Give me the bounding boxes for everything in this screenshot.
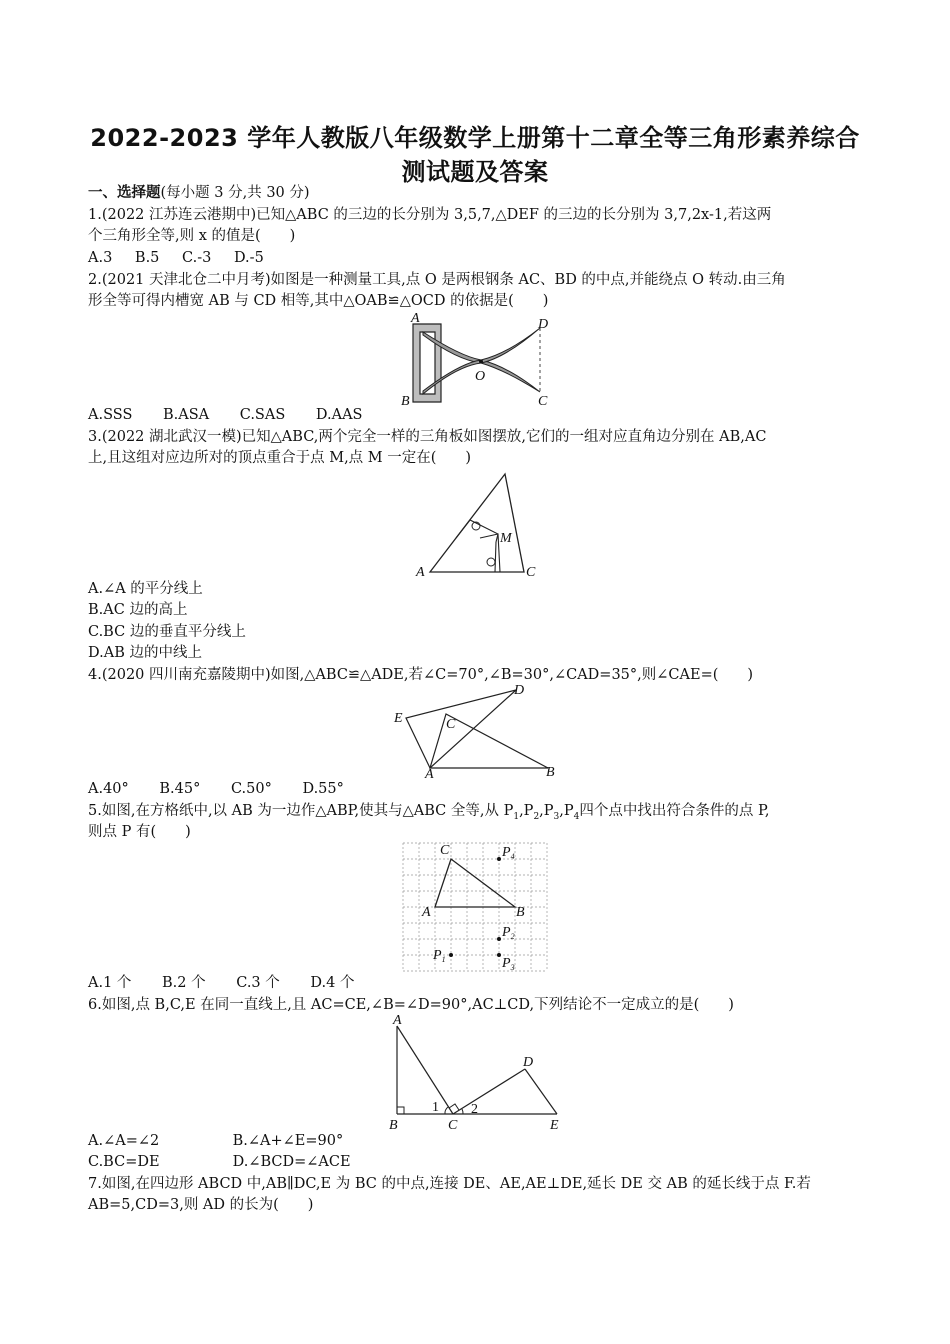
question-1-text-line-1: 1.(2022 江苏连云港期中)已知△ABC 的三边的长分别为 3,5,7,△DEF 的三边的长分别为 3,7,2x-1,若这两 xyxy=(88,207,772,223)
triangle-abc xyxy=(435,859,515,907)
question-1-option-c: C.-3 xyxy=(182,250,212,266)
sub-1: 1 xyxy=(513,811,520,822)
question-4-option-b: B.45° xyxy=(159,781,201,797)
angle-1-arc xyxy=(445,1107,448,1114)
label-angle-2: 2 xyxy=(471,1102,478,1117)
section-heading xyxy=(88,183,868,203)
label-c: C xyxy=(440,843,450,858)
triangle-ruler-on-ac xyxy=(495,542,496,572)
question-5-option-d: D.4 个 xyxy=(310,975,355,991)
label-b: B xyxy=(401,394,410,409)
sub-4: 4 xyxy=(573,811,580,822)
question-5-text-post: 四个点中找出符合条件的点 P, xyxy=(579,803,770,819)
question-2-options xyxy=(88,405,868,425)
section-heading-note: (每小题 3 分,共 30 分) xyxy=(160,185,310,201)
label-a: A xyxy=(425,767,434,782)
question-4-options xyxy=(88,779,868,799)
right-angle-mark-b xyxy=(397,1107,404,1114)
question-5-options xyxy=(88,973,868,993)
question-3-option-a: A.∠A 的平分线上 xyxy=(88,581,203,597)
question-3-option-d: D.AB 边的中线上 xyxy=(88,645,202,661)
label-b: B xyxy=(389,1118,398,1133)
label-p4: $P_4$ xyxy=(502,845,515,861)
question-5-text-line-2: 则点 P 有( ) xyxy=(88,824,191,840)
question-2-text-line-2: 形全等可得内槽宽 AB 与 CD 相等,其中△OAB≌△OCD 的依据是( ) xyxy=(88,293,549,309)
label-c: C xyxy=(538,394,548,409)
question-7-text-line-1: 7.如图,在四边形 ABCD 中,AB∥DC,E 为 BC 的中点,连接 DE、AE,AE⊥DE,延长 DE 交 AB 的延长线于点 F.若 xyxy=(88,1176,811,1192)
label-e: E xyxy=(550,1118,559,1133)
question-4-figure xyxy=(390,684,570,780)
question-6-options-row-1 xyxy=(88,1131,868,1151)
point-p1 xyxy=(449,953,453,957)
question-2-option-c: C.SAS xyxy=(239,407,286,423)
point-p2 xyxy=(497,937,501,941)
question-2-text-line-1: 2.(2021 天津北仓二中月考)如图是一种测量工具,点 O 是两根钢条 AC、BD 的中点,并能绕点 O 转动.由三角 xyxy=(88,272,786,288)
label-angle-1: 1 xyxy=(432,1100,439,1115)
question-5-option-a: A.1 个 xyxy=(88,975,132,991)
question-6-figure xyxy=(385,1012,575,1132)
question-6-option-d: D.∠BCD=∠ACE xyxy=(232,1154,351,1170)
point-p4 xyxy=(497,857,501,861)
label-a: A xyxy=(416,565,425,580)
question-4-text-line-1: 4.(2020 四川南充嘉陵期中)如图,△ABC≌△ADE,若∠C=70°,∠B=30°,∠CAD=35°,则∠CAE=( ) xyxy=(88,667,754,683)
label-p1: $P_1$ xyxy=(433,948,446,964)
question-4-option-d: D.55° xyxy=(302,781,344,797)
question-3-option-c: C.BC 边的垂直平分线上 xyxy=(88,624,246,640)
question-4-option-c: C.50° xyxy=(230,781,272,797)
label-d: D xyxy=(523,1055,534,1070)
label-b: B xyxy=(546,765,555,780)
label-o: O xyxy=(475,369,486,384)
label-a: A xyxy=(422,905,431,920)
question-5-option-c: C.3 个 xyxy=(236,975,280,991)
question-2-option-a: A.SSS xyxy=(88,407,133,423)
question-6-option-c: C.BC=DE xyxy=(88,1154,160,1170)
ruler-hole-2 xyxy=(487,558,495,566)
question-6-option-b: B.∠A+∠E=90° xyxy=(232,1133,344,1149)
segment-de xyxy=(525,1069,557,1114)
question-5-figure xyxy=(400,840,550,972)
label-a: A xyxy=(411,311,420,326)
label-c: C xyxy=(446,717,456,732)
question-1-options xyxy=(88,248,868,268)
question-3-option-b: B.AC 边的高上 xyxy=(88,602,188,618)
question-6-option-a: A.∠A=∠2 xyxy=(88,1133,160,1149)
triangle-ruler-on-ab xyxy=(456,520,498,542)
document-title-line-2: 测试题及答案 xyxy=(401,158,549,186)
question-6-options-row-2 xyxy=(88,1152,868,1172)
question-5-option-b: B.2 个 xyxy=(162,975,206,991)
question-6-text-line-1: 6.如图,点 B,C,E 在同一直线上,且 AC=CE,∠B=∠D=90°,AC⊥CD,下列结论不一定成立的是( ) xyxy=(88,997,734,1013)
label-d: D xyxy=(538,317,549,332)
segment-cd xyxy=(453,1069,525,1114)
question-1-text-line-2: 个三角形全等,则 x 的值是( ) xyxy=(88,228,296,244)
question-7-text-line-2: AB=5,CD=3,则 AD 的长为( ) xyxy=(88,1197,314,1213)
label-e: E xyxy=(394,711,403,726)
question-1-option-d: D.-5 xyxy=(233,250,264,266)
pivot-point-o xyxy=(479,360,483,364)
section-heading-label: 一、选择题 xyxy=(88,184,161,201)
label-m: M xyxy=(500,531,512,546)
question-2-option-d: D.AAS xyxy=(315,407,363,423)
question-2-figure xyxy=(395,308,555,408)
label-p2: $P_2$ xyxy=(502,925,515,941)
question-2-option-b: B.ASA xyxy=(162,407,210,423)
label-b: B xyxy=(516,905,525,920)
triangle-ade xyxy=(406,690,516,768)
question-4-option-a: A.40° xyxy=(88,781,129,797)
segment-ac xyxy=(397,1026,453,1114)
label-a: A xyxy=(393,1013,402,1028)
question-3-text-line-2: 上,且这组对应边所对的顶点重合于点 M,点 M 一定在( ) xyxy=(88,450,472,466)
label-c: C xyxy=(526,565,536,580)
question-1-option-b: B.5 xyxy=(134,250,160,266)
sub-2: 2 xyxy=(533,811,540,822)
question-5-text-pre: 5.如图,在方格纸中,以 AB 为一边作△ABP,使其与△ABC 全等,从 P xyxy=(88,803,514,819)
question-3-figure xyxy=(410,466,550,578)
label-d: D xyxy=(514,683,525,698)
question-3-text-line-1: 3.(2022 湖北武汉一模)已知△ABC,两个完全一样的三角板如图摆放,它们的一组对应直角边分别在 AB,AC xyxy=(88,429,767,445)
document-title-line-1: 2022-2023 学年人教版八年级数学上册第十二章全等三角形素养综合 xyxy=(90,124,860,152)
sub-3: 3 xyxy=(553,811,560,822)
question-5-text-line-1: 5.如图,在方格纸中,以 AB 为一边作△ABP,使其与△ABC 全等,从 $P_1,P_2,P_3,P_4$四个点中找出符合条件的点 P, xyxy=(88,803,770,822)
label-c: C xyxy=(448,1118,458,1133)
angle-2-arc xyxy=(462,1109,463,1114)
question-1-option-a: A.3 xyxy=(88,250,113,266)
label-p3: $P_3$ xyxy=(502,956,515,972)
point-p3 xyxy=(497,953,501,957)
